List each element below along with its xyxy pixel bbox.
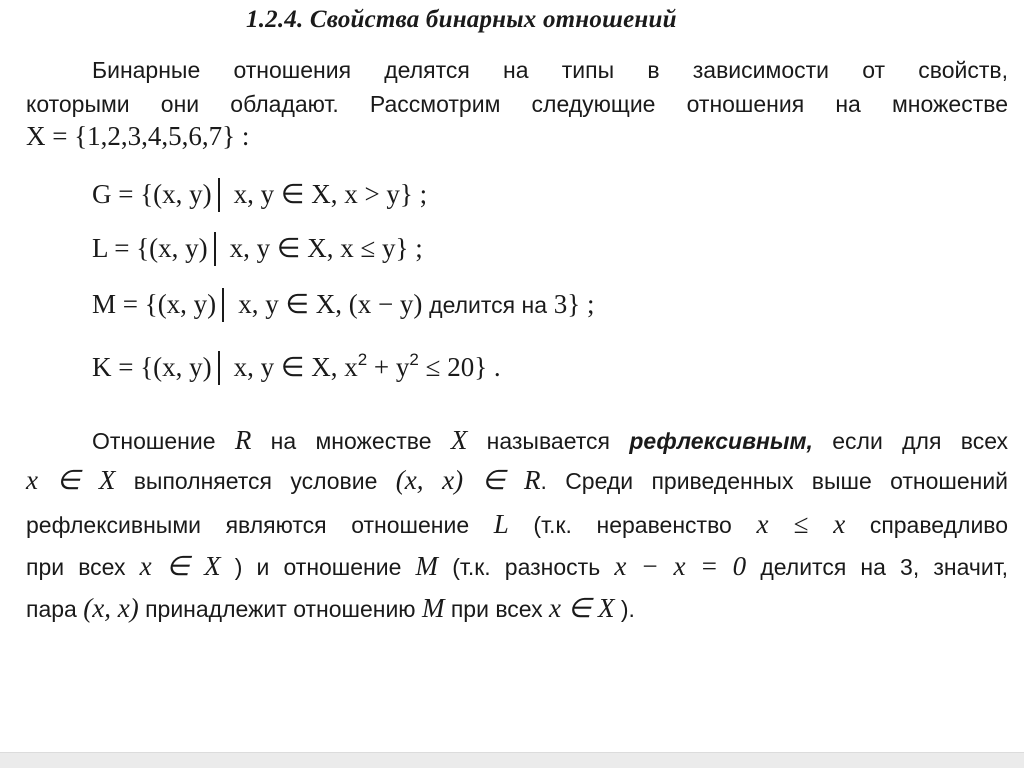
definition-line-3: рефлексивными являются отношение L (т.к. неравенство x ≤ x справедливо (26, 509, 1009, 539)
relation-l-formula: L = {(x, y) x, y ∈ X, x ≤ y} ; (92, 232, 423, 266)
definition-line-2: x ∈ X выполняется условие (x, x) ∈ R. Среди приведенных выше отношений (26, 465, 1009, 495)
definition-line-5: пара (x, x) принадлежит отношению M при всех x ∈ X ). (26, 593, 635, 623)
set-builder-bar (214, 232, 216, 266)
intro-line-1: Бинарные отношения делятся на типы в зависимости от свойств, (92, 57, 1008, 83)
relation-m-formula: M = {(x, y) x, y ∈ X, (x − y) делится на 3} ; (92, 288, 594, 322)
definition-line-1: Отношение R на множестве X называется рефлексивным, если для всех (92, 425, 1008, 455)
section-heading: 1.2.4. Свойства бинарных отношений (246, 6, 677, 33)
page-bottom-band (0, 752, 1024, 768)
set-definition: X = {1,2,3,4,5,6,7} : (26, 121, 250, 151)
keyword-reflexive: рефлексивным, (629, 428, 813, 454)
set-builder-bar (222, 288, 224, 322)
set-builder-bar (218, 178, 220, 212)
relation-g-formula: G = {(x, y) x, y ∈ X, x > y} ; (92, 178, 427, 212)
intro-line-2: которыми они обладают. Рассмотрим следующие отношения на множестве (26, 91, 1008, 117)
definition-line-4: при всех x ∈ X ) и отношение M (т.к. разность x − x = 0 делится на 3, значит, (26, 551, 1009, 581)
relation-k-formula: K = {(x, y) x, y ∈ X, $x^2 + y^2 \le 20$} . (92, 350, 501, 385)
set-builder-bar (218, 351, 220, 385)
